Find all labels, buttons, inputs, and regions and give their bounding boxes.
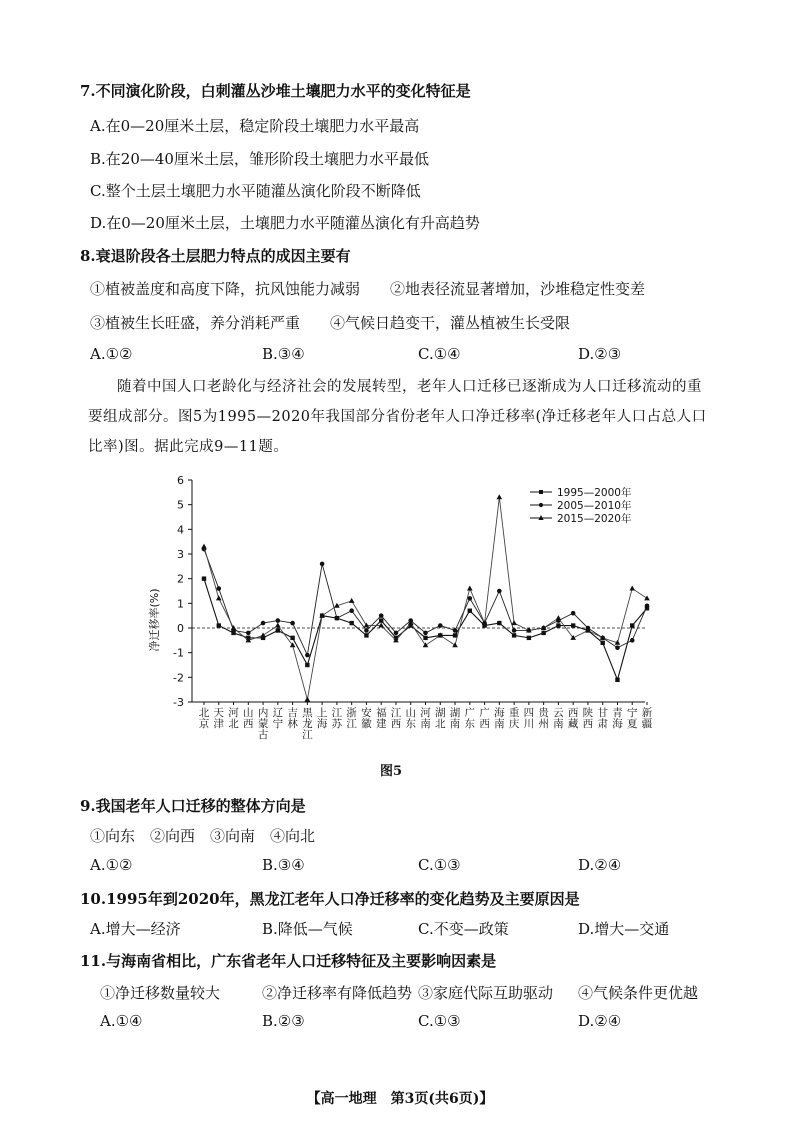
category-label: 陕 xyxy=(582,707,594,719)
data-point xyxy=(512,628,517,633)
category-label: 甘 xyxy=(597,707,608,719)
category-label: 重 xyxy=(508,707,520,719)
data-point xyxy=(275,623,281,628)
data-point xyxy=(497,621,501,625)
data-point xyxy=(364,633,368,637)
question-7-option-d: D.在0—20厘米土层，土壤肥力水平随灌丛演化有升高趋势 xyxy=(90,214,480,232)
data-point xyxy=(571,611,576,616)
data-point xyxy=(630,623,634,627)
figure-caption: 图5 xyxy=(380,764,403,779)
question-8-item-4: ④气候日趋变干，灌丛植被生长受限 xyxy=(330,314,571,332)
question-9-stem: 9.我国老年人口迁移的整体方向是 xyxy=(80,797,306,815)
y-tick-label: 6 xyxy=(177,474,184,487)
data-point xyxy=(217,623,221,627)
data-point xyxy=(556,623,560,627)
data-point xyxy=(290,636,294,640)
series-2 xyxy=(202,547,650,658)
data-point xyxy=(349,608,354,613)
category-label: 四 xyxy=(523,707,535,719)
passage-text: 随着中国人口老龄化与经济社会的发展转型，老年人口迁移已逐渐成为人口迁移流动的重要组成部分。图5为1995—2020年我国部分省份老年人口净迁移率(净迁移老年人口占总人口比率)图。据此完成9—11题。 xyxy=(88,379,707,455)
category-label: 川 xyxy=(523,718,535,730)
category-label: 吉 xyxy=(287,707,298,719)
category-label: 西 xyxy=(243,718,254,730)
data-point xyxy=(468,609,472,613)
data-point xyxy=(216,586,221,591)
category-label: 徽 xyxy=(361,718,372,730)
question-10-option-d: D.增大—交通 xyxy=(578,920,670,938)
data-point xyxy=(630,638,635,643)
category-label: 新 xyxy=(641,707,653,719)
y-tick-label: -1 xyxy=(173,646,184,660)
data-point xyxy=(527,636,531,640)
data-point xyxy=(335,616,340,621)
question-11-option-b: B.②③ xyxy=(262,1012,305,1030)
legend-label: 2005—2010年 xyxy=(557,500,632,512)
series-layer xyxy=(201,494,650,701)
category-label: 西 xyxy=(567,707,579,719)
data-point xyxy=(364,628,369,633)
data-point xyxy=(541,631,545,635)
data-point xyxy=(511,620,517,625)
data-point xyxy=(290,621,295,626)
question-7-option-b: B.在20—40厘米土层，雏形阶段土壤肥力水平最低 xyxy=(90,150,429,168)
data-point xyxy=(556,615,562,620)
series-line xyxy=(204,497,647,699)
category-label: 蒙 xyxy=(257,718,269,730)
data-point xyxy=(423,631,428,636)
legend-marker xyxy=(538,515,543,520)
data-point xyxy=(571,623,575,627)
series-1 xyxy=(202,576,649,682)
series-line xyxy=(204,579,647,680)
data-point xyxy=(629,586,635,591)
data-point xyxy=(260,632,266,637)
category-label: 建 xyxy=(375,718,387,730)
legend-marker xyxy=(539,490,543,494)
data-point xyxy=(468,596,473,601)
migration-rate-chart xyxy=(140,470,660,755)
data-point xyxy=(364,623,370,628)
question-7-option-a: A.在0—20厘米土层，稳定阶段土壤肥力水平最高 xyxy=(90,117,420,135)
category-label: 北 xyxy=(435,718,446,730)
series-3 xyxy=(201,494,650,701)
data-point xyxy=(467,586,473,591)
category-label: 林 xyxy=(287,718,298,730)
category-label: 北 xyxy=(198,707,210,719)
data-point xyxy=(202,576,206,580)
question-9-items: ①向东 ②向西 ③向南 ④向北 xyxy=(90,827,316,845)
question-8-stem: 8.衰退阶段各土层肥力特点的成因主要有 xyxy=(80,247,351,265)
legend-label: 1995—2000年 xyxy=(557,487,632,499)
question-8-item-3: ③植被生长旺盛，养分消耗严重 xyxy=(90,314,301,332)
category-label: 海 xyxy=(612,718,623,730)
category-label: 河 xyxy=(228,707,239,719)
category-label: 南 xyxy=(553,718,564,730)
data-point xyxy=(497,494,503,499)
data-point xyxy=(305,653,310,658)
category-label: 黑 xyxy=(302,707,313,719)
question-10-option-a: A.增大—经济 xyxy=(90,920,181,938)
question-11-stem: 11.与海南省相比，广东省老年人口迁移特征及主要影响因素是 xyxy=(80,952,497,970)
page-footer: 【高一地理 第3页(共6页)】 xyxy=(306,1091,494,1107)
data-point xyxy=(615,645,620,650)
category-label: 海 xyxy=(494,707,505,719)
category-label: 山 xyxy=(405,707,416,719)
category-label: 江 xyxy=(331,707,343,719)
y-tick-label: 1 xyxy=(177,597,184,611)
data-point xyxy=(497,589,502,594)
category-label: 津 xyxy=(213,718,225,730)
question-10-stem: 10.1995年到2020年，黑龙江老年人口净迁移率的变化趋势及主要原因是 xyxy=(80,890,580,908)
question-10-option-b: B.降低—气候 xyxy=(262,920,353,938)
data-point xyxy=(644,595,650,600)
category-label: 浙 xyxy=(346,707,357,719)
category-label: 庆 xyxy=(508,718,520,730)
legend-label: 2015—2020年 xyxy=(557,513,632,525)
y-tick-label: 2 xyxy=(177,572,184,586)
category-label: 福 xyxy=(375,707,387,719)
category-label: 龙 xyxy=(302,718,313,730)
y-axis-label: 净迁移率(%) xyxy=(148,588,161,652)
y-tick-label: -3 xyxy=(173,696,184,709)
question-11-item-2: ②净迁移率有降低趋势 xyxy=(262,984,413,1002)
category-label: 苏 xyxy=(331,718,343,730)
data-point xyxy=(512,633,516,637)
category-label: 广 xyxy=(464,707,476,719)
category-label: 天 xyxy=(213,707,225,719)
category-label: 江 xyxy=(346,718,357,730)
data-point xyxy=(379,618,383,622)
data-point xyxy=(601,641,605,645)
category-label: 海 xyxy=(316,718,328,730)
data-point xyxy=(453,628,458,633)
data-point xyxy=(423,636,427,640)
data-point xyxy=(349,598,355,603)
category-label: 云 xyxy=(553,707,564,719)
category-label: 青 xyxy=(612,707,623,719)
data-point xyxy=(615,678,619,682)
data-point xyxy=(453,633,457,637)
category-label: 东 xyxy=(405,718,416,730)
data-point xyxy=(320,562,325,567)
question-9-option-a: A.①② xyxy=(90,856,133,874)
category-label: 州 xyxy=(538,718,549,730)
question-8-option-b: B.③④ xyxy=(262,345,305,363)
y-tick-label: -2 xyxy=(173,671,184,685)
category-label: 北 xyxy=(228,718,239,730)
chart-legend xyxy=(530,486,632,525)
question-8-option-c: C.①④ xyxy=(418,345,461,363)
category-label: 肃 xyxy=(597,718,608,730)
question-8-item-1: ①植被盖度和高度下降，抗风蚀能力减弱 xyxy=(90,280,361,298)
question-11-item-3: ③家庭代际互助驱动 xyxy=(418,984,554,1002)
category-label: 宁 xyxy=(272,718,284,730)
question-11-item-4: ④气候条件更优越 xyxy=(578,984,699,1002)
category-label: 南 xyxy=(420,718,431,730)
data-point xyxy=(305,697,311,702)
question-11-option-a: A.①④ xyxy=(100,1012,143,1030)
data-point xyxy=(276,628,280,632)
question-11-item-1: ①净迁移数量较大 xyxy=(100,984,221,1002)
question-8-option-a: A.①② xyxy=(90,345,133,363)
category-label: 广 xyxy=(479,707,490,719)
question-8-item-2: ②地表径流显著增加，沙堆稳定性变差 xyxy=(390,280,646,298)
question-7-stem: 7.不同演化阶段，白刺灌丛沙堆土壤肥力水平的变化特征是 xyxy=(80,82,471,100)
category-label: 安 xyxy=(361,707,372,719)
category-label: 东 xyxy=(464,718,476,730)
category-label: 西 xyxy=(582,718,594,730)
question-10-option-c: C.不变—政策 xyxy=(418,920,509,938)
category-label: 疆 xyxy=(641,718,653,730)
category-label: 辽 xyxy=(272,707,284,719)
data-point xyxy=(201,544,207,549)
category-label: 内 xyxy=(257,707,269,719)
data-point xyxy=(276,618,281,623)
y-tick-label: 5 xyxy=(177,498,184,512)
data-point xyxy=(379,613,384,618)
question-9-option-d: D.②④ xyxy=(578,856,622,874)
question-7-option-c: C.整个土层土壤肥力水平随灌丛演化阶段不断降低 xyxy=(90,182,421,200)
question-8-option-d: D.②③ xyxy=(578,345,622,363)
category-label: 江 xyxy=(302,729,313,741)
y-tick-label: 3 xyxy=(177,548,184,561)
question-11-option-c: C.①③ xyxy=(418,1012,461,1030)
y-tick-label: 0 xyxy=(177,622,184,635)
question-9-option-b: B.③④ xyxy=(262,856,305,874)
data-point xyxy=(246,631,251,636)
category-label: 江 xyxy=(390,707,402,719)
data-point xyxy=(261,621,266,626)
y-tick-label: 4 xyxy=(177,523,184,537)
category-label: 藏 xyxy=(567,718,579,730)
category-label: 夏 xyxy=(626,718,638,730)
data-point xyxy=(216,595,222,600)
data-point xyxy=(452,642,458,647)
category-label: 西 xyxy=(390,718,402,730)
category-label: 湖 xyxy=(435,707,446,719)
category-label: 京 xyxy=(198,718,210,730)
question-9-option-c: C.①③ xyxy=(418,856,461,874)
data-point xyxy=(394,631,399,636)
data-point xyxy=(305,663,309,667)
category-label: 古 xyxy=(257,729,269,741)
category-label: 山 xyxy=(243,707,254,719)
category-labels xyxy=(199,706,653,741)
category-label: 南 xyxy=(449,718,461,730)
legend-marker xyxy=(539,503,543,507)
question-11-option-d: D.②④ xyxy=(578,1012,622,1030)
category-label: 南 xyxy=(494,718,505,730)
category-label: 河 xyxy=(420,707,431,719)
category-label: 宁 xyxy=(626,707,638,719)
category-label: 湖 xyxy=(449,707,461,719)
category-label: 上 xyxy=(316,707,328,719)
category-label: 西 xyxy=(479,718,490,730)
data-point xyxy=(645,604,650,609)
data-point xyxy=(438,623,443,628)
data-point xyxy=(349,621,353,625)
category-label: 贵 xyxy=(538,707,549,719)
